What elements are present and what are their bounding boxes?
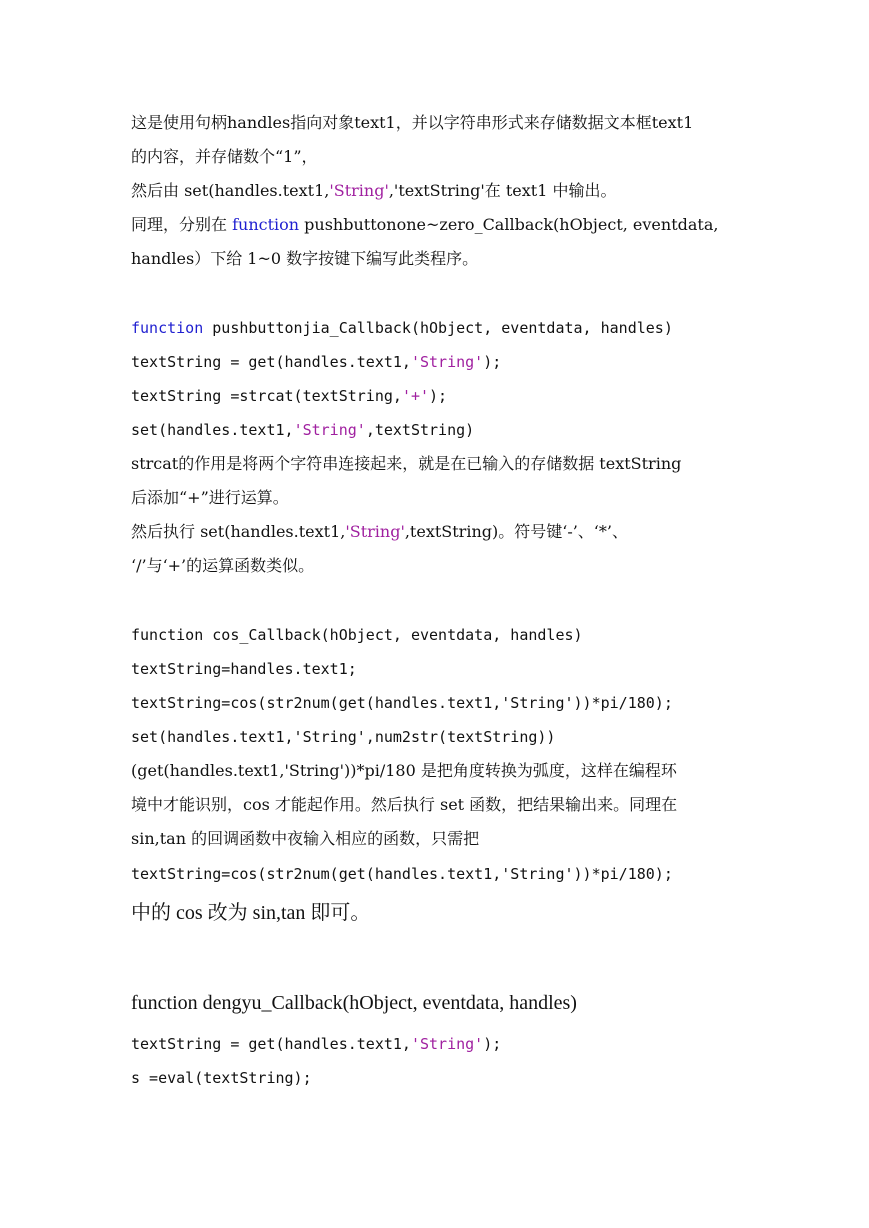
paragraph-line [131,901,370,925]
code-line [131,420,474,440]
string-literal: 'String' [329,181,389,200]
code-line [131,864,673,884]
keyword: function [131,319,204,337]
paragraph-line [131,147,318,167]
text: 中的 cos 改为 sin,tan 即可。 [131,902,371,924]
text: ‘/’与‘+’的运算函数类似。 [131,556,315,575]
code-line [131,1068,312,1088]
string-literal: 'String' [410,353,484,371]
code-text: set(handles.text1, [131,421,294,439]
string-literal: 'String' [345,522,405,541]
paragraph-line [131,215,718,235]
paragraph-line [131,488,289,508]
text: 然后执行 set(handles.text1, [131,522,346,541]
text: 的内容，并存储数个“1”， [131,147,318,166]
code-line [131,693,673,713]
code-text: ); [429,387,448,405]
text: handles）下给 1~0 数字按键下编写此类程序。 [131,249,479,268]
code-text: textString =strcat(textString, [131,387,402,405]
code-text: s =eval(textString); [131,1069,312,1087]
code-line [131,386,447,406]
code-line [131,727,555,747]
code-line [131,318,673,338]
code-text: ); [483,353,502,371]
paragraph-line [131,113,693,133]
code-text: textString = get(handles.text1, [131,1035,411,1053]
code-line [131,659,357,679]
keyword: function [232,215,300,234]
paragraph-line [131,556,314,576]
string-literal: '+' [401,387,430,405]
code-heading-line [131,991,577,1015]
code-line [131,625,583,645]
text: 境中才能识别，cos 才能起作用。然后执行 set 函数，把结果输出来。同理在 [131,795,678,814]
text: 同理，分别在 [131,215,233,234]
code-text: pushbuttonjia_Callback(hObject, eventdata, handles) [203,319,673,337]
code-text: ); [483,1035,502,1053]
string-literal: 'String' [410,1035,484,1053]
text: function dengyu_Callback(hObject, eventdata, handles) [131,992,577,1014]
text: sin,tan 的回调函数中夜输入相应的函数，只需把 [131,829,480,848]
code-text: textString=cos(str2num(get(handles.text1,'String'))*pi/180); [131,694,673,712]
text: 然后由 set(handles.text1, [131,181,330,200]
code-text: function cos_Callback(hObject, eventdata, handles) [131,626,583,644]
text: 这是使用句柄handles指向对象text1，并以字符串形式来存储数据文本框text1 [131,113,694,132]
paragraph-line [131,181,617,201]
code-text: ,textString) [365,421,475,439]
paragraph-line [131,454,681,474]
paragraph-line [131,795,677,815]
code-text: textString=handles.text1; [131,660,357,678]
code-text: textString = get(handles.text1, [131,353,411,371]
paragraph-line [131,249,478,269]
text: (get(handles.text1,'String'))*pi/180 是把角度转换为弧度，这样在编程环 [131,761,677,780]
text: strcat的作用是将两个字符串连接起来，就是在已输入的存储数据 textString [131,454,682,473]
text: ,'textString'在 text1 中输出。 [388,181,617,200]
code-line [131,1034,501,1054]
code-text: textString=cos(str2num(get(handles.text1,'String'))*pi/180); [131,865,673,883]
text: 后添加“+”进行运算。 [131,488,289,507]
code-text: set(handles.text1,'String',num2str(textString)) [131,728,556,746]
text: pushbuttonone~zero_Callback(hObject, eventdata, [299,215,719,234]
code-line [131,352,501,372]
paragraph-line [131,761,677,781]
string-literal: 'String' [293,421,366,439]
paragraph-line [131,522,628,542]
paragraph-line [131,829,479,849]
text: ,textString)。符号键‘-’、‘*’、 [404,522,628,541]
